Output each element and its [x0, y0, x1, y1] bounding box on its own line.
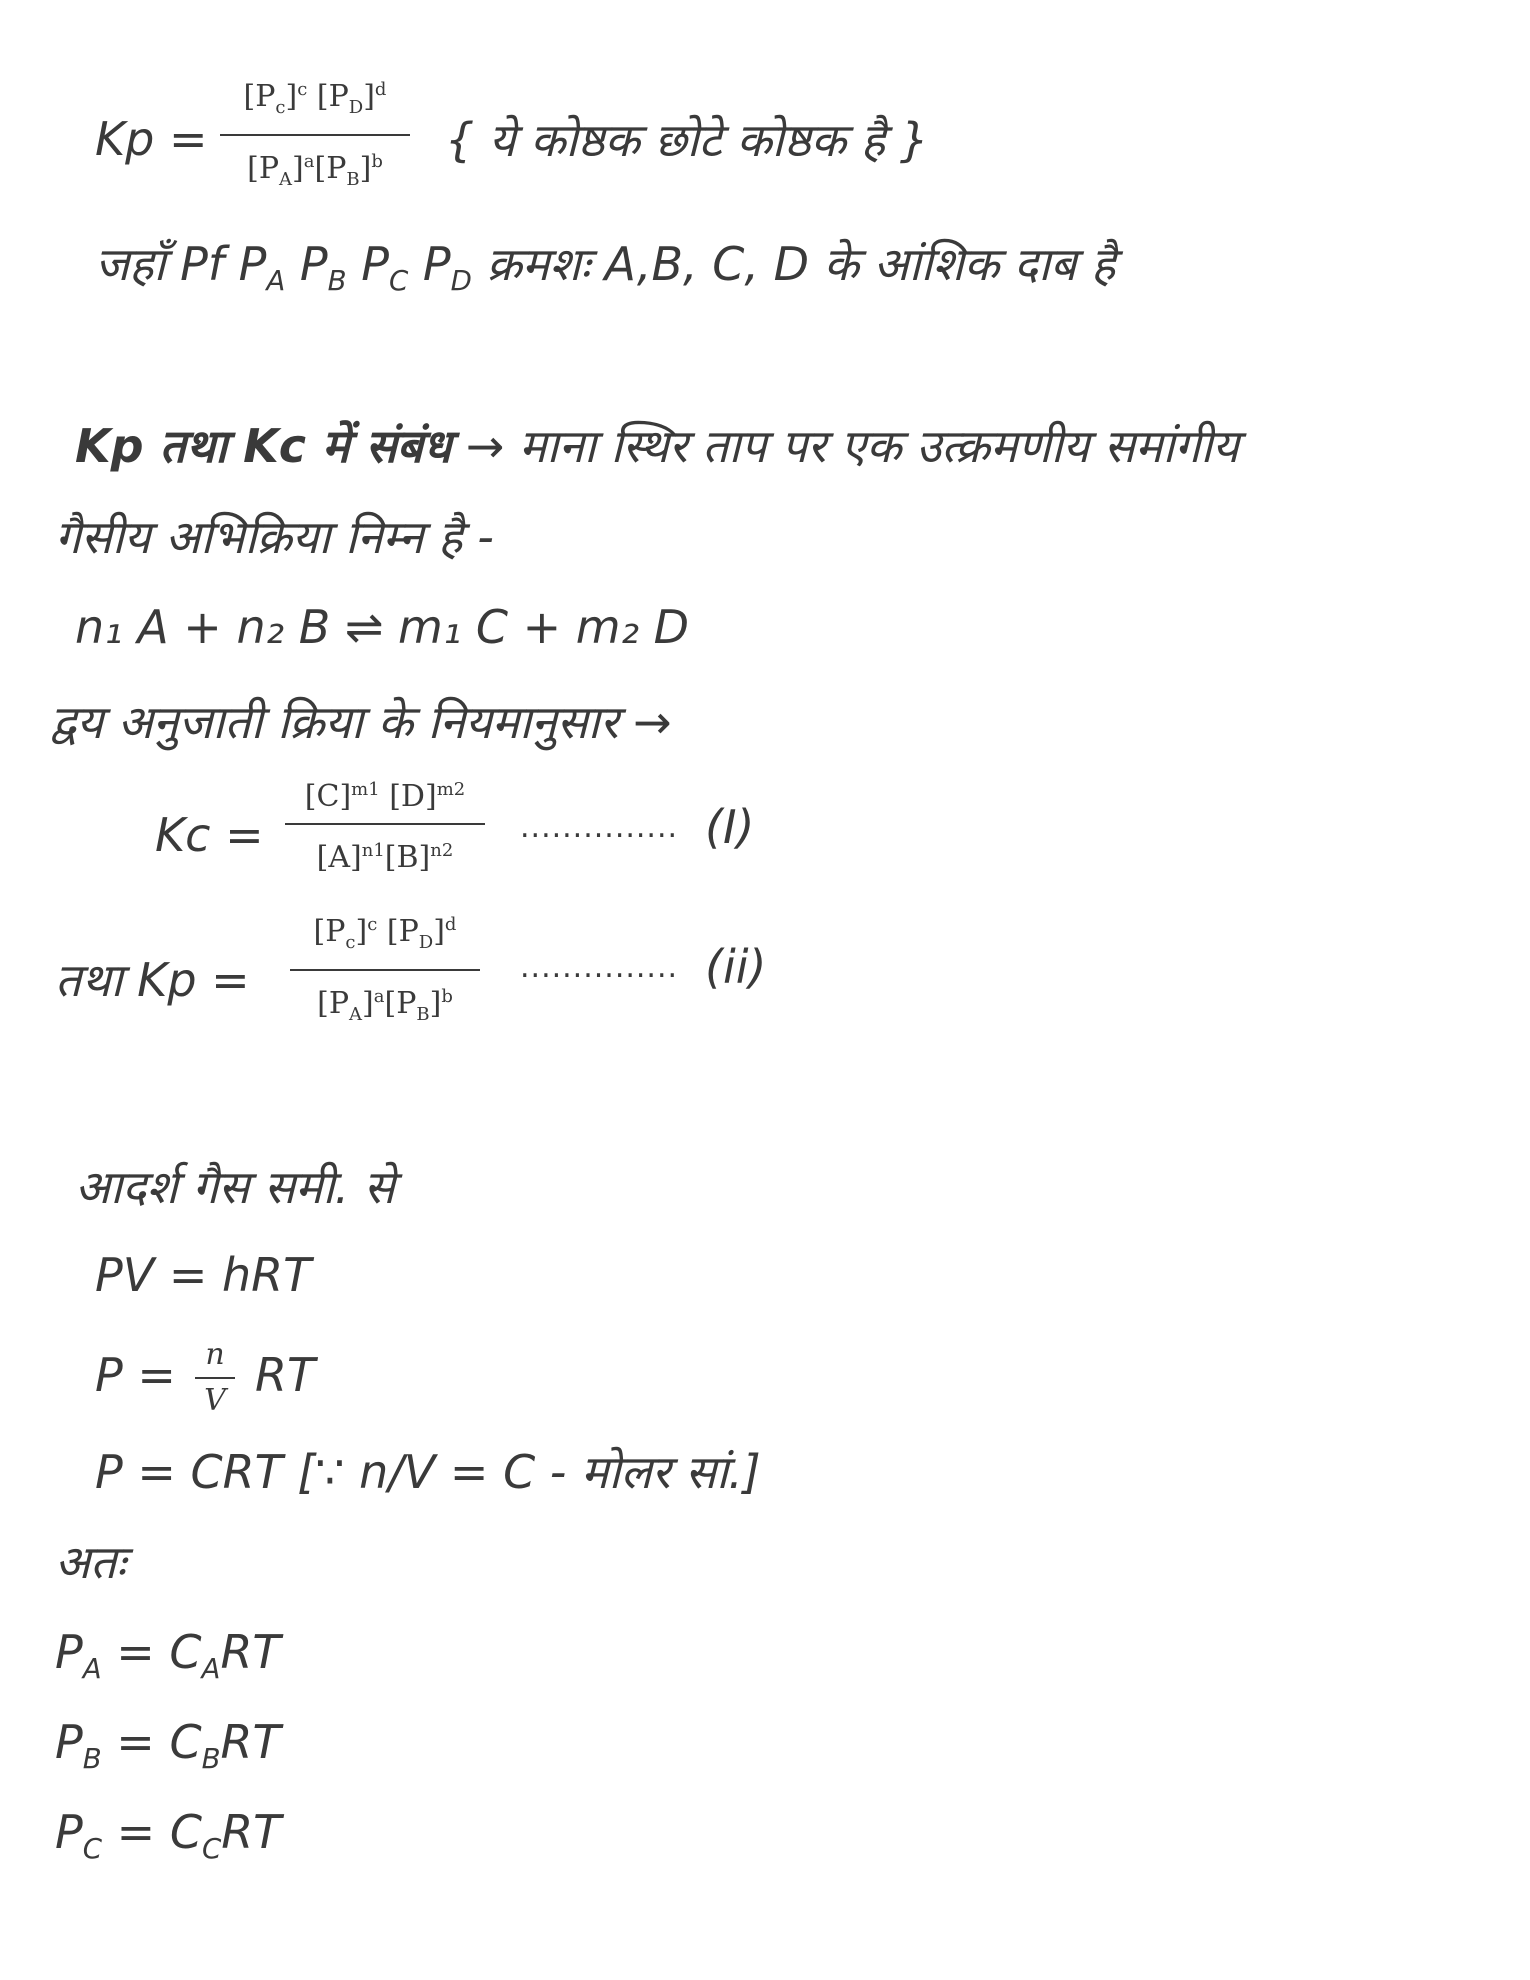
pc-equation: $P_C = C_CRT$: [55, 1805, 282, 1866]
ideal-gas-heading: आदर्श गैस समी. से: [75, 1160, 395, 1214]
fraction-bar: [220, 134, 410, 136]
kc-dots: ...............: [520, 810, 679, 845]
law-of-mass-action: द्वय अनुजाती क्रिया के नियमानुसार →: [50, 695, 672, 749]
arrow: →: [465, 419, 505, 473]
relation-intro-1: माना स्थिर ताप पर एक उत्क्रमणीय समांगीय: [519, 419, 1239, 473]
fraction-bar: [195, 1377, 235, 1379]
relation-intro-2: गैसीय अभिक्रिया निम्न है -: [55, 510, 494, 564]
fraction-bar: [285, 823, 485, 825]
ideal-gas-eq3: P = CRT [∵ n/V = C - मोलर सां.]: [95, 1445, 761, 1499]
partial-pressure-note: जहाँ Pf $P_A$ $P_B$ $P_C$ $P_D$ क्रमशः A,B, C, D के आंशिक दाब है: [95, 237, 1116, 298]
kc-equation-tag: (I): [705, 800, 755, 854]
kp-lhs: Kp =: [95, 112, 208, 166]
pa-equation: $P_A = C_ART$: [55, 1625, 281, 1686]
fraction-bar: [290, 969, 480, 971]
ideal-gas-eq2-lhs: P =: [95, 1348, 176, 1402]
reaction-equation: n₁ A + n₂ B ⇌ m₁ C + m₂ D: [75, 600, 690, 654]
kp-eq-fraction: [290, 905, 480, 1035]
kp-denominator: $[P_A]^a[P_B]^b$: [247, 151, 383, 190]
kp-eq-numerator: $[P_c]^c$ $[P_D]^d$: [313, 914, 457, 953]
ideal-gas-eq2-rhs: RT: [255, 1348, 316, 1402]
kp-eq-lhs: तथा Kp =: [55, 953, 250, 1007]
kc-numerator: $[C]^{m1}$ $[D]^{m2}$: [304, 779, 466, 814]
kp-eq-denominator: $[P_A]^a[P_B]^b$: [317, 986, 453, 1025]
v-denominator: V: [204, 1383, 226, 1418]
pb-equation: $P_B = C_BRT$: [55, 1715, 281, 1776]
n-over-v-fraction: [195, 1335, 235, 1421]
n-numerator: n: [205, 1337, 225, 1372]
kp-dots: ...............: [520, 950, 679, 985]
relation-line-1: [75, 414, 1239, 476]
bracket-note: { ये कोष्ठक छोटे कोष्ठक है }: [445, 113, 930, 167]
ideal-gas-eq1: PV = hRT: [95, 1248, 312, 1302]
kc-lhs: Kc =: [155, 808, 264, 862]
kc-denominator: $[A]^{n1}[B]^{n2}$: [316, 840, 454, 875]
hence-label: अतः: [55, 1535, 126, 1589]
kp-equation-tag: (ii): [705, 940, 767, 994]
relation-heading: Kp तथा Kc में संबंध: [75, 419, 452, 473]
kp-numerator: $[P_c]^c$ $[P_D]^d$: [243, 79, 387, 118]
kc-fraction: [285, 770, 485, 878]
kp-fraction: [220, 70, 410, 200]
